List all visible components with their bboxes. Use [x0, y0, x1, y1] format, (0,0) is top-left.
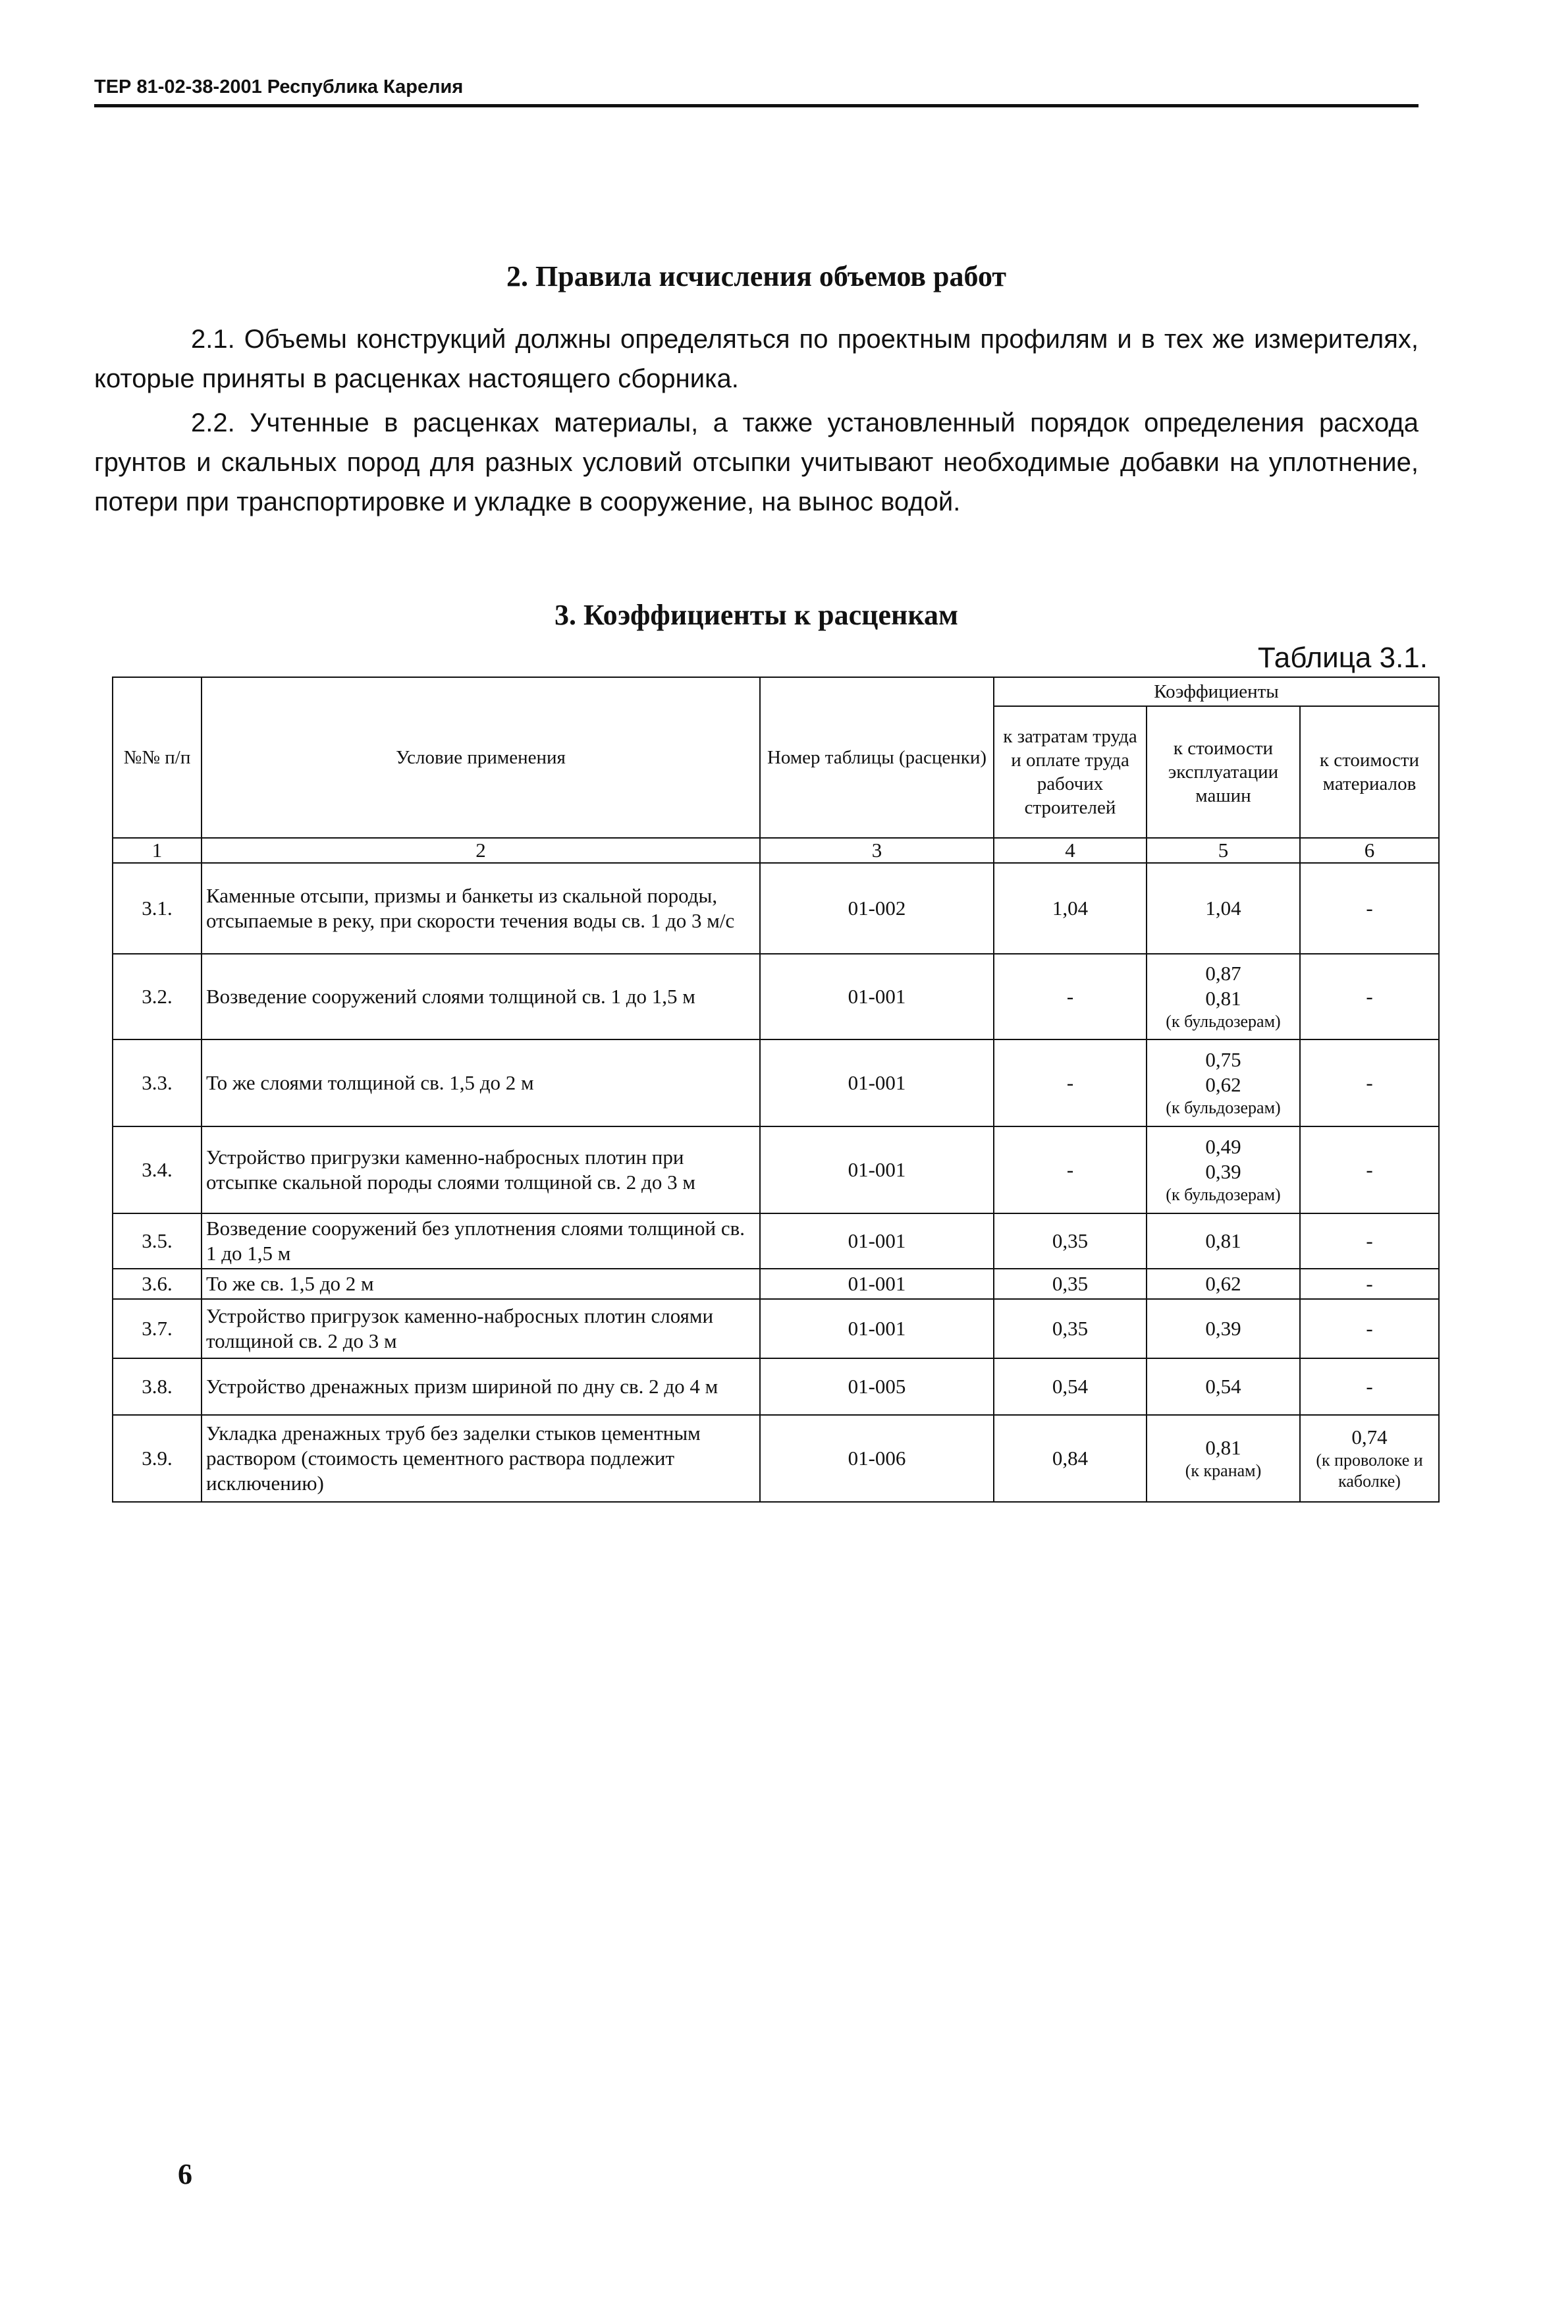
table-body — [113, 863, 1439, 1502]
materials-coefficient-cell — [1300, 1269, 1439, 1299]
machines-coefficient-value: 0,54 — [1205, 1375, 1241, 1398]
column-numbers-row — [113, 838, 1439, 863]
table-row — [113, 1415, 1439, 1502]
row-number-cell: 3.1. — [113, 863, 202, 954]
header-table-number: Номер таблицы (расценки) — [760, 677, 994, 838]
labor-coefficient-cell: 0,35 — [994, 1269, 1147, 1299]
materials-coefficient-cell — [1300, 1415, 1439, 1502]
running-header: ТЕР 81-02-38-2001 Республика Карелия — [94, 74, 1419, 107]
condition-cell: Укладка дренажных труб без заделки стыков цементным раствором (стоимость цементного раствора подлежит исключению) — [202, 1415, 760, 1502]
table-row — [113, 1299, 1439, 1358]
coefficients-table — [112, 677, 1440, 1503]
table-number-cell: 01-001 — [760, 1126, 994, 1213]
row-number-cell: 3.4. — [113, 1126, 202, 1213]
machines-coefficient-note: (к бульдозерам) — [1166, 1098, 1281, 1117]
row-number-cell: 3.7. — [113, 1299, 202, 1358]
materials-coefficient-cell — [1300, 1213, 1439, 1269]
column-number: 2 — [202, 838, 760, 863]
materials-coefficient-note: (к проволоке и каболке) — [1316, 1451, 1423, 1491]
row-number-cell: 3.6. — [113, 1269, 202, 1299]
materials-coefficient-cell — [1300, 1299, 1439, 1358]
labor-coefficient-cell: 0,35 — [994, 1213, 1147, 1269]
condition-cell: То же св. 1,5 до 2 м — [202, 1269, 760, 1299]
table-number-cell: 01-001 — [760, 954, 994, 1039]
materials-coefficient-value: - — [1366, 1071, 1373, 1094]
table-number-cell: 01-006 — [760, 1415, 994, 1502]
table-number-cell: 01-002 — [760, 863, 994, 954]
table-row — [113, 1213, 1439, 1269]
machines-coefficient-value: 0,75 — [1205, 1048, 1241, 1071]
header-labor: к затратам труда и оплате труда рабочих строителей — [994, 706, 1147, 838]
materials-coefficient-cell — [1300, 954, 1439, 1039]
header-condition: Условие применения — [202, 677, 760, 838]
condition-cell: Устройство пригрузок каменно-набросных плотин слоями толщиной св. 2 до 3 м — [202, 1299, 760, 1358]
machines-coefficient-value: 0,62 — [1205, 1073, 1241, 1096]
section-3-title: 3. Коэффициенты к расценкам — [554, 599, 959, 631]
labor-coefficient-cell: - — [994, 1039, 1147, 1126]
machines-coefficient-note: (к кранам) — [1185, 1461, 1262, 1480]
labor-coefficient-cell: 0,84 — [994, 1415, 1147, 1502]
machines-coefficient-value: 0,39 — [1205, 1160, 1241, 1183]
column-number: 4 — [994, 838, 1147, 863]
condition-cell: Каменные отсыпи, призмы и банкеты из скальной породы, отсыпаемые в реку, при скорости течения воды св. 1 до 3 м/с — [202, 863, 760, 954]
column-number: 1 — [113, 838, 202, 863]
machines-coefficient-cell — [1147, 1039, 1300, 1126]
condition-cell: Возведение сооружений слоями толщиной св. 1 до 1,5 м — [202, 954, 760, 1039]
labor-coefficient-cell: 1,04 — [994, 863, 1147, 954]
materials-coefficient-value: - — [1366, 1317, 1373, 1340]
machines-coefficient-cell — [1147, 1358, 1300, 1415]
machines-coefficient-cell — [1147, 954, 1300, 1039]
section-2-title: 2. Правила исчисления объемов работ — [506, 260, 1006, 292]
machines-coefficient-cell — [1147, 1415, 1300, 1502]
materials-coefficient-cell — [1300, 1039, 1439, 1126]
materials-coefficient-value: - — [1366, 985, 1373, 1008]
table-row — [113, 1039, 1439, 1126]
condition-cell: Возведение сооружений без уплотнения слоями толщиной св. 1 до 1,5 м — [202, 1213, 760, 1269]
materials-coefficient-value: - — [1366, 1375, 1373, 1398]
machines-coefficient-value: 0,81 — [1205, 987, 1241, 1010]
header-materials: к стоимости материалов — [1300, 706, 1439, 838]
page-number: 6 — [178, 2158, 192, 2190]
machines-coefficient-cell — [1147, 863, 1300, 954]
machines-coefficient-note: (к бульдозерам) — [1166, 1012, 1281, 1031]
materials-coefficient-value: 0,74 — [1351, 1425, 1388, 1449]
machines-coefficient-value: 0,62 — [1205, 1272, 1241, 1295]
machines-coefficient-note: (к бульдозерам) — [1166, 1185, 1281, 1204]
table-row — [113, 863, 1439, 954]
row-number-cell: 3.5. — [113, 1213, 202, 1269]
machines-coefficient-cell — [1147, 1213, 1300, 1269]
table-row — [113, 1358, 1439, 1415]
table-number-cell: 01-001 — [760, 1269, 994, 1299]
header-number: №№ п/п — [113, 677, 202, 838]
machines-coefficient-value: 1,04 — [1205, 897, 1241, 920]
materials-coefficient-cell — [1300, 1358, 1439, 1415]
column-number: 5 — [1147, 838, 1300, 863]
machines-coefficient-value: 0,39 — [1205, 1317, 1241, 1340]
paragraph-2-2: 2.2. Учтенные в расценках материалы, а также установленный порядок определения расхода грунтов и скальных пород для разных условий отсыпки учитывают необходимые добавки на уплотнение, потери при транспортировке и укладке в сооружение, на вынос водой. — [94, 408, 1419, 516]
row-number-cell: 3.3. — [113, 1039, 202, 1126]
row-number-cell: 3.2. — [113, 954, 202, 1039]
table-row — [113, 1126, 1439, 1213]
condition-cell: Устройство дренажных призм шириной по дну св. 2 до 4 м — [202, 1358, 760, 1415]
machines-coefficient-value: 0,49 — [1205, 1135, 1241, 1158]
header-coefficients: Коэффициенты — [994, 677, 1439, 706]
labor-coefficient-cell: - — [994, 954, 1147, 1039]
table-number-cell: 01-005 — [760, 1358, 994, 1415]
table-row — [113, 1269, 1439, 1299]
materials-coefficient-value: - — [1366, 897, 1373, 920]
machines-coefficient-cell — [1147, 1126, 1300, 1213]
materials-coefficient-cell — [1300, 863, 1439, 954]
labor-coefficient-cell: 0,54 — [994, 1358, 1147, 1415]
machines-coefficient-value: 0,87 — [1205, 962, 1241, 985]
column-number: 3 — [760, 838, 994, 863]
materials-coefficient-value: - — [1366, 1272, 1373, 1295]
machines-coefficient-value: 0,81 — [1205, 1229, 1241, 1252]
table-number-cell: 01-001 — [760, 1039, 994, 1126]
table-caption: Таблица 3.1. — [1257, 642, 1428, 674]
table-number-cell: 01-001 — [760, 1213, 994, 1269]
machines-coefficient-value: 0,81 — [1205, 1436, 1241, 1459]
materials-coefficient-cell — [1300, 1126, 1439, 1213]
column-number: 6 — [1300, 838, 1439, 863]
paragraph-2-1: 2.1. Объемы конструкций должны определяться по проектным профилям и в тех же измерителях, которые приняты в расценках настоящего сборника. — [94, 325, 1419, 393]
row-number-cell: 3.9. — [113, 1415, 202, 1502]
table-row — [113, 954, 1439, 1039]
labor-coefficient-cell: 0,35 — [994, 1299, 1147, 1358]
header-machines: к стоимости эксплуатации машин — [1147, 706, 1300, 838]
condition-cell: То же слоями толщиной св. 1,5 до 2 м — [202, 1039, 760, 1126]
table-number-cell: 01-001 — [760, 1299, 994, 1358]
materials-coefficient-value: - — [1366, 1158, 1373, 1181]
condition-cell: Устройство пригрузки каменно-набросных плотин при отсыпке скальной породы слоями толщиной св. 2 до 3 м — [202, 1126, 760, 1213]
machines-coefficient-cell — [1147, 1299, 1300, 1358]
materials-coefficient-value: - — [1366, 1229, 1373, 1252]
row-number-cell: 3.8. — [113, 1358, 202, 1415]
machines-coefficient-cell — [1147, 1269, 1300, 1299]
labor-coefficient-cell: - — [994, 1126, 1147, 1213]
